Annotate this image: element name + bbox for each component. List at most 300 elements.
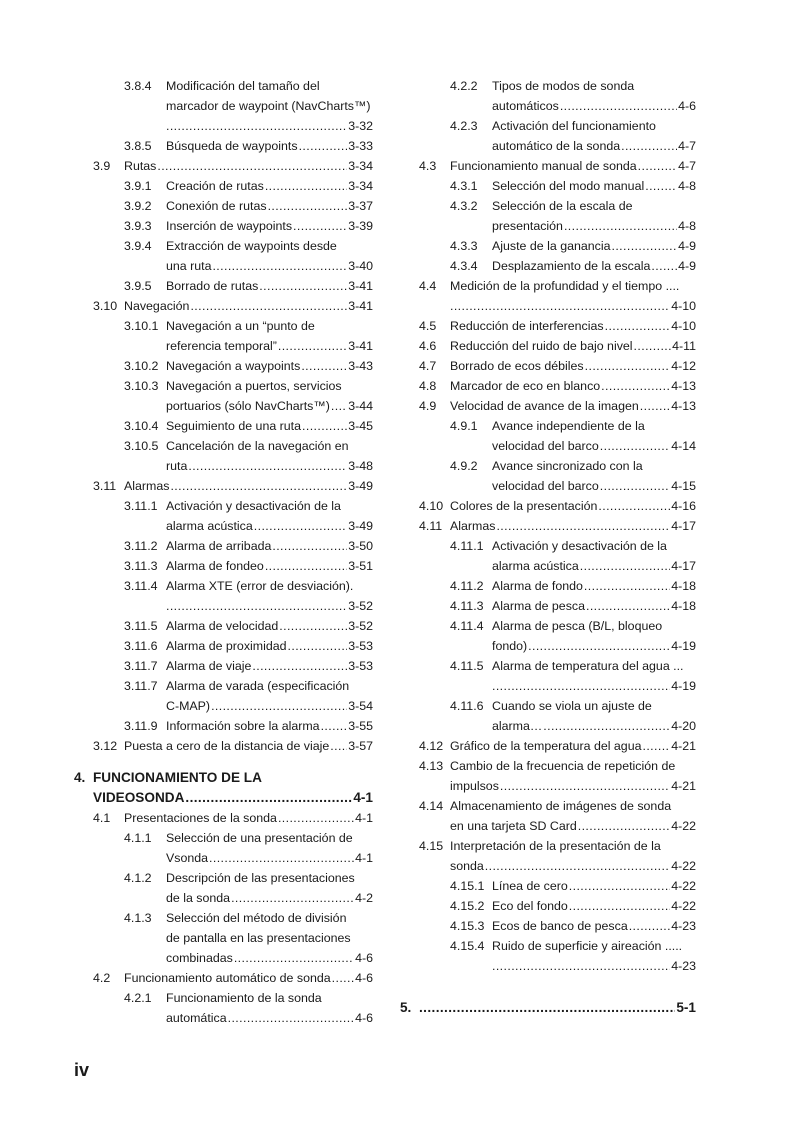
toc-entry-line xyxy=(166,1008,373,1028)
toc-entry[interactable] xyxy=(400,998,696,1018)
toc-entry-number: 4.3.4 xyxy=(450,259,478,273)
toc-entry-line xyxy=(124,808,373,828)
leader-dots xyxy=(293,216,347,236)
toc-entry-title: de la sonda xyxy=(166,891,231,905)
leader-dots xyxy=(640,396,670,416)
toc-entry[interactable] xyxy=(74,768,373,808)
toc-page-number[interactable]: 3-41 xyxy=(348,339,373,353)
toc-entry-number: 4.3 xyxy=(419,159,437,173)
toc-page-number[interactable]: 4-13 xyxy=(671,399,696,413)
toc-entry[interactable] xyxy=(419,656,696,696)
toc-entry-title: Cambio de la frecuencia de repetición de xyxy=(450,759,676,773)
toc-entry-number: 4.9.2 xyxy=(450,459,478,473)
toc-page-number[interactable]: 4-21 xyxy=(671,739,696,753)
toc-entry-body xyxy=(492,916,696,936)
toc-entry[interactable] xyxy=(93,436,373,476)
toc-entry[interactable] xyxy=(93,276,373,296)
toc-page-number[interactable]: 4-10 xyxy=(671,319,696,333)
toc-page-number[interactable]: 4-11 xyxy=(672,339,696,353)
toc-page-number[interactable]: 5-1 xyxy=(676,1000,696,1015)
toc-entry[interactable] xyxy=(93,376,373,416)
toc-entry[interactable] xyxy=(93,196,373,216)
toc-entry-title: Información sobre la alarma xyxy=(166,719,320,733)
toc-entry-line xyxy=(492,176,696,196)
toc-entry-body xyxy=(492,616,696,656)
toc-entry-number: 4.7 xyxy=(419,359,437,373)
toc-entry-body xyxy=(166,656,373,676)
toc-entry-line xyxy=(492,636,696,656)
toc-entry[interactable] xyxy=(419,836,696,876)
toc-entry[interactable] xyxy=(419,316,696,336)
toc-entry[interactable] xyxy=(419,236,696,256)
toc-page-number[interactable]: 3-53 xyxy=(348,639,373,653)
toc-entry-title: Interpretación de la presentación de la xyxy=(450,839,661,853)
toc-entry[interactable] xyxy=(93,616,373,636)
toc-entry-line xyxy=(166,436,373,456)
toc-entry-line xyxy=(124,296,373,316)
toc-entry[interactable] xyxy=(93,496,373,536)
toc-entry[interactable] xyxy=(419,456,696,496)
toc-entry[interactable] xyxy=(93,576,373,616)
toc-entry-body xyxy=(492,896,696,916)
toc-entry-line xyxy=(166,716,373,736)
toc-entry-title: Alarma de velocidad xyxy=(166,619,279,633)
toc-entry[interactable] xyxy=(93,136,373,156)
toc-page-number[interactable]: 4-6 xyxy=(678,99,696,113)
toc-entry-title: Rutas xyxy=(124,159,157,173)
toc-entry[interactable] xyxy=(419,156,696,176)
toc-entry[interactable] xyxy=(93,156,373,176)
toc-entry-line xyxy=(166,636,373,656)
toc-right-column xyxy=(400,76,696,1018)
toc-entry[interactable] xyxy=(93,808,373,828)
toc-entry[interactable] xyxy=(93,476,373,496)
toc-entry-title: Ecos de banco de pesca xyxy=(492,919,628,933)
toc-page-number[interactable]: 4-1 xyxy=(355,811,373,825)
toc-entry-line xyxy=(450,816,696,836)
toc-entry-line xyxy=(450,156,696,176)
toc-entry-body xyxy=(166,316,373,356)
toc-entry-body xyxy=(166,676,373,716)
toc-entry-body xyxy=(166,908,373,968)
toc-entry-title: Eco del fondo xyxy=(492,899,568,913)
toc-page-number[interactable]: 4-7 xyxy=(678,159,696,173)
toc-entry-line xyxy=(166,196,373,216)
toc-page-number[interactable]: 4-8 xyxy=(678,179,696,193)
toc-page-number[interactable]: 3-41 xyxy=(348,279,373,293)
leader-dots xyxy=(585,356,671,376)
toc-page-number[interactable]: 4-16 xyxy=(671,499,696,513)
toc-entry-title: automático de la sonda xyxy=(492,139,621,153)
toc-entry-number: 4.15.2 xyxy=(450,899,485,913)
leader-dots xyxy=(272,536,347,556)
toc-entry[interactable] xyxy=(93,536,373,556)
toc-entry-number: 4.15.1 xyxy=(450,879,485,893)
toc-page-number[interactable]: 4-10 xyxy=(671,299,696,313)
toc-entry[interactable] xyxy=(93,216,373,236)
toc-entry-body xyxy=(450,316,696,336)
toc-page-number[interactable]: 4-18 xyxy=(671,579,696,593)
toc-entry[interactable] xyxy=(93,296,373,316)
toc-entry-line xyxy=(166,576,373,596)
toc-entry-title: Conexión de rutas xyxy=(166,199,267,213)
toc-entry-number: 3.11.1 xyxy=(124,499,158,513)
toc-entry-line xyxy=(492,256,696,276)
toc-entry[interactable] xyxy=(419,796,696,836)
toc-entry-number: 4.5 xyxy=(419,319,437,333)
toc-entry-number: 4.2 xyxy=(93,971,111,985)
toc-entry-line xyxy=(124,476,373,496)
toc-entry-number: 3.9.5 xyxy=(124,279,152,293)
leader-dots xyxy=(605,316,671,336)
toc-page-number[interactable]: 4-22 xyxy=(671,819,696,833)
toc-entry[interactable] xyxy=(93,656,373,676)
leader-dots xyxy=(278,336,347,356)
toc-page-number[interactable]: 4-14 xyxy=(671,439,696,453)
toc-entry-line xyxy=(166,276,373,296)
toc-entry-line xyxy=(166,616,373,636)
page-number: iv xyxy=(74,1060,90,1080)
toc-entry-line xyxy=(166,216,373,236)
toc-entry-title: Almacenamiento de imágenes de sonda xyxy=(450,799,672,813)
toc-entry-body xyxy=(166,988,373,1028)
toc-entry[interactable] xyxy=(419,116,696,156)
toc-entry-title: Avance independiente de la xyxy=(492,419,645,433)
toc-entry-title: Alarma de proximidad xyxy=(166,639,287,653)
toc-page-number[interactable]: 3-37 xyxy=(348,199,373,213)
toc-entry[interactable] xyxy=(93,236,373,276)
toc-entry[interactable] xyxy=(93,176,373,196)
toc-entry[interactable] xyxy=(419,936,696,976)
toc-entry[interactable] xyxy=(419,256,696,276)
toc-page-number[interactable]: 3-54 xyxy=(348,699,373,713)
leader-dots xyxy=(419,998,675,1018)
toc-page-number[interactable]: 4-17 xyxy=(671,559,696,573)
toc-entry-line xyxy=(166,516,373,536)
toc-page-number[interactable]: 4-19 xyxy=(671,679,696,693)
leader-dots xyxy=(332,968,354,988)
leader-dots xyxy=(528,636,670,656)
toc-page-number[interactable]: 4-9 xyxy=(678,259,696,273)
toc-page-number[interactable]: 4-2 xyxy=(355,891,373,905)
toc-entry-title: presentación xyxy=(492,219,563,233)
toc-entry-line xyxy=(166,236,373,256)
leader-dots xyxy=(578,816,670,836)
leader-dots xyxy=(268,196,348,216)
toc-entry-body xyxy=(450,736,696,756)
toc-entry[interactable] xyxy=(419,576,696,596)
toc-entry-line xyxy=(492,596,696,616)
toc-entry-line xyxy=(166,456,373,476)
toc-entry-line xyxy=(450,516,696,536)
toc-entry-line xyxy=(492,476,696,496)
toc-page-number[interactable]: 3-33 xyxy=(348,139,373,153)
toc-entry-title: velocidad del barco xyxy=(492,479,599,493)
toc-entry-line xyxy=(450,376,696,396)
toc-entry-body xyxy=(166,436,373,476)
leader-dots xyxy=(279,616,347,636)
toc-page-number[interactable]: 4-8 xyxy=(678,219,696,233)
toc-entry-body xyxy=(450,156,696,176)
toc-page-number[interactable]: 4-12 xyxy=(671,359,696,373)
toc-entry-line xyxy=(450,776,696,796)
toc-entry-title: Colores de la presentación xyxy=(450,499,598,513)
toc-page-number[interactable]: 3-51 xyxy=(348,559,373,573)
toc-entry[interactable] xyxy=(93,716,373,736)
toc-entry-body xyxy=(450,516,696,536)
toc-page-number[interactable]: 4-7 xyxy=(678,139,696,153)
toc-page-number[interactable]: 4-1 xyxy=(353,790,373,805)
toc-entry-body xyxy=(450,376,696,396)
toc-entry-number: 3.11.4 xyxy=(124,579,158,593)
toc-entry[interactable] xyxy=(419,356,696,376)
leader-dots xyxy=(560,96,677,116)
toc-page-number[interactable]: 4-15 xyxy=(671,479,696,493)
leader-dots xyxy=(190,296,347,316)
toc-page-number[interactable]: 4-6 xyxy=(355,951,373,965)
toc-entry-title: Alarma de temperatura del agua ... xyxy=(492,659,684,673)
toc-entry-body xyxy=(166,196,373,216)
toc-entry[interactable] xyxy=(93,868,373,908)
toc-entry-body xyxy=(166,356,373,376)
toc-entry[interactable] xyxy=(93,556,373,576)
toc-entry-body xyxy=(166,536,373,556)
toc-entry[interactable] xyxy=(419,376,696,396)
toc-entry[interactable] xyxy=(419,76,696,116)
toc-entry-body xyxy=(492,936,696,976)
toc-entry-body xyxy=(492,876,696,896)
toc-entry[interactable] xyxy=(93,636,373,656)
toc-entry-number: 4.1 xyxy=(93,811,111,825)
toc-entry-title: portuarios (sólo NavCharts™) xyxy=(166,399,330,413)
toc-page-number[interactable]: 3-34 xyxy=(348,179,373,193)
toc-page-number[interactable]: 4-23 xyxy=(671,919,696,933)
toc-entry-body xyxy=(450,276,696,316)
toc-entry-title: Medición de la profundidad y el tiempo .... xyxy=(450,279,680,293)
toc-page-number[interactable]: 4-1 xyxy=(355,851,373,865)
toc-entry-line xyxy=(450,836,696,856)
toc-entry-number: 4.9 xyxy=(419,399,437,413)
leader-dots xyxy=(496,516,670,536)
toc-entry[interactable] xyxy=(419,876,696,896)
toc-entry-line xyxy=(450,756,696,776)
toc-entry-number: 4.12 xyxy=(419,739,444,753)
leader-dots xyxy=(265,176,347,196)
leader-dots xyxy=(485,856,670,876)
toc-entry[interactable] xyxy=(419,516,696,536)
toc-entry-title: Gráfico de la temperatura del agua xyxy=(450,739,642,753)
toc-page-number[interactable]: 4-21 xyxy=(671,779,696,793)
toc-page-number[interactable]: 4-9 xyxy=(678,239,696,253)
toc-entry-number: 3.9.3 xyxy=(124,219,152,233)
toc-entry-number: 3.11.3 xyxy=(124,559,158,573)
toc-page-number[interactable]: 4-20 xyxy=(671,719,696,733)
toc-page-number[interactable]: 4-19 xyxy=(671,639,696,653)
toc-entry-line xyxy=(492,916,696,936)
toc-page-number[interactable]: 4-13 xyxy=(671,379,696,393)
toc-entry[interactable] xyxy=(419,416,696,456)
toc-entry-number: 4. xyxy=(74,770,86,785)
toc-page-number[interactable]: 3-45 xyxy=(348,419,373,433)
toc-entry-body xyxy=(124,296,373,316)
toc-entry-number: 3.8.5 xyxy=(124,139,152,153)
toc-entry-title: Navegación xyxy=(124,299,190,313)
toc-entry[interactable] xyxy=(419,396,696,416)
toc-entry[interactable] xyxy=(419,276,696,316)
toc-entry[interactable] xyxy=(93,968,373,988)
toc-entry[interactable] xyxy=(93,356,373,376)
toc-page-number[interactable]: 4-22 xyxy=(671,859,696,873)
toc-page-number[interactable]: 4-22 xyxy=(671,879,696,893)
toc-entry-title: Navegación a un “punto de xyxy=(166,319,315,333)
toc-entry[interactable] xyxy=(419,536,696,576)
toc-entry-number: 3.11.7 xyxy=(124,659,158,673)
toc-entry[interactable] xyxy=(419,756,696,796)
toc-entry-line xyxy=(492,196,696,216)
toc-entry-number: 3.11.7 xyxy=(124,679,158,693)
toc-entry-line xyxy=(93,768,373,788)
leader-dots xyxy=(330,736,347,756)
toc-entry[interactable] xyxy=(419,916,696,936)
toc-page-number[interactable]: 3-40 xyxy=(348,259,373,273)
leader-dots xyxy=(188,456,347,476)
leader-dots xyxy=(212,256,347,276)
toc-entry[interactable] xyxy=(419,176,696,196)
toc-entry[interactable] xyxy=(93,908,373,968)
leader-dots xyxy=(629,916,670,936)
toc-entry[interactable] xyxy=(419,336,696,356)
toc-entry[interactable] xyxy=(93,316,373,356)
toc-entry-title: Alarma de fondo xyxy=(492,579,583,593)
toc-page-number[interactable]: 3-43 xyxy=(348,359,373,373)
toc-page-number[interactable]: 3-52 xyxy=(348,619,373,633)
toc-entry-body xyxy=(492,696,696,736)
toc-entry-number: 4.2.3 xyxy=(450,119,478,133)
toc-entry-line xyxy=(450,856,696,876)
toc-entry-line xyxy=(166,868,373,888)
toc-page-number[interactable]: 3-32 xyxy=(348,119,373,133)
toc-entry-title: Navegación a waypoints xyxy=(166,359,301,373)
toc-entry[interactable] xyxy=(93,76,373,136)
toc-page-number[interactable]: 3-44 xyxy=(348,399,373,413)
toc-page-number[interactable]: 3-55 xyxy=(348,719,373,733)
toc-page-number[interactable]: 4-17 xyxy=(671,519,696,533)
toc-entry-line xyxy=(450,736,696,756)
toc-entry[interactable] xyxy=(419,196,696,236)
toc-page-number[interactable]: 3-53 xyxy=(348,659,373,673)
leader-dots xyxy=(209,848,354,868)
leader-dots xyxy=(299,136,348,156)
toc-entry-line xyxy=(166,136,373,156)
toc-entry[interactable] xyxy=(419,736,696,756)
toc-entry-line xyxy=(166,356,373,376)
toc-page-number[interactable]: 3-48 xyxy=(348,459,373,473)
leader-dots xyxy=(157,156,347,176)
toc-entry-line xyxy=(166,888,373,908)
toc-entry-line xyxy=(450,296,696,316)
toc-entry-title: Funcionamiento automático de sonda xyxy=(124,971,331,985)
toc-entry-line xyxy=(166,656,373,676)
leader-dots xyxy=(642,736,670,756)
toc-entry-line xyxy=(166,828,373,848)
toc-entry-title: Velocidad de avance de la imagen xyxy=(450,399,639,413)
leader-dots xyxy=(634,336,672,356)
toc-entry-title: Activación del funcionamiento xyxy=(492,119,656,133)
leader-dots xyxy=(600,436,670,456)
toc-entry-line xyxy=(124,968,373,988)
leader-dots xyxy=(265,556,347,576)
leader-dots xyxy=(584,576,670,596)
toc-entry-line xyxy=(166,116,373,136)
toc-entry[interactable] xyxy=(93,988,373,1028)
toc-page-number[interactable]: 3-49 xyxy=(348,519,373,533)
toc-entry-line xyxy=(492,576,696,596)
toc-page-number[interactable]: 3-39 xyxy=(348,219,373,233)
toc-entry-title: Desplazamiento de la escala xyxy=(492,259,651,273)
toc-entry-line xyxy=(492,876,696,896)
toc-entry-title: Alarma de pesca xyxy=(492,599,585,613)
toc-page-number[interactable]: 3-57 xyxy=(348,739,373,753)
toc-entry-title: alarma acústica xyxy=(492,559,579,573)
leader-dots xyxy=(586,596,670,616)
toc-entry-line xyxy=(492,676,696,696)
toc-entry-title: Alarma de arribada xyxy=(166,539,272,553)
toc-page-number[interactable]: 4-6 xyxy=(355,971,373,985)
toc-entry-title: Tipos de modos de sonda xyxy=(492,79,635,93)
toc-entry-number: 3.10 xyxy=(93,299,118,313)
toc-entry[interactable] xyxy=(93,416,373,436)
toc-page-number[interactable]: 4-23 xyxy=(671,959,696,973)
toc-entry-title: Activación y desactivación de la xyxy=(492,539,667,553)
toc-entry[interactable] xyxy=(419,596,696,616)
toc-entry[interactable] xyxy=(419,896,696,916)
toc-page-number[interactable]: 4-6 xyxy=(355,1011,373,1025)
leader-dots xyxy=(170,476,347,496)
toc-page-number[interactable]: 3-50 xyxy=(348,539,373,553)
toc-entry-title: alarma acústica xyxy=(166,519,253,533)
toc-entry-body xyxy=(166,616,373,636)
toc-entry-body xyxy=(450,336,696,356)
toc-entry-number: 3.12 xyxy=(93,739,118,753)
leader-dots xyxy=(598,496,670,516)
toc-entry[interactable] xyxy=(419,616,696,656)
toc-page-number[interactable]: 3-49 xyxy=(348,479,373,493)
toc-page-number[interactable]: 3-41 xyxy=(348,299,373,313)
toc-page-number[interactable]: 3-52 xyxy=(348,599,373,613)
toc-entry-number: 4.11.6 xyxy=(450,699,484,713)
leader-dots xyxy=(254,516,347,536)
toc-page-number[interactable]: 4-22 xyxy=(671,899,696,913)
toc-entry[interactable] xyxy=(419,496,696,516)
toc-entry[interactable] xyxy=(93,736,373,756)
toc-entry-title: Reducción del ruido de bajo nivel xyxy=(450,339,633,353)
toc-entry-line xyxy=(166,848,373,868)
toc-entry[interactable] xyxy=(93,676,373,716)
toc-page-number[interactable]: 3-34 xyxy=(348,159,373,173)
toc-entry-number: 4.15 xyxy=(419,839,444,853)
toc-entry-title: Navegación a puertos, servicios xyxy=(166,379,342,393)
toc-entry-title: Vsonda xyxy=(166,851,209,865)
toc-entry-line xyxy=(492,216,696,236)
leader-dots xyxy=(621,136,677,156)
toc-entry-title: referencia temporal” xyxy=(166,339,277,353)
toc-page-number[interactable]: 4-18 xyxy=(671,599,696,613)
toc-entry-number: 3.11.9 xyxy=(124,719,158,733)
leader-dots xyxy=(569,896,670,916)
toc-entry[interactable] xyxy=(419,696,696,736)
toc-entry-number: 3.11.6 xyxy=(124,639,158,653)
toc-entry[interactable] xyxy=(93,828,373,868)
